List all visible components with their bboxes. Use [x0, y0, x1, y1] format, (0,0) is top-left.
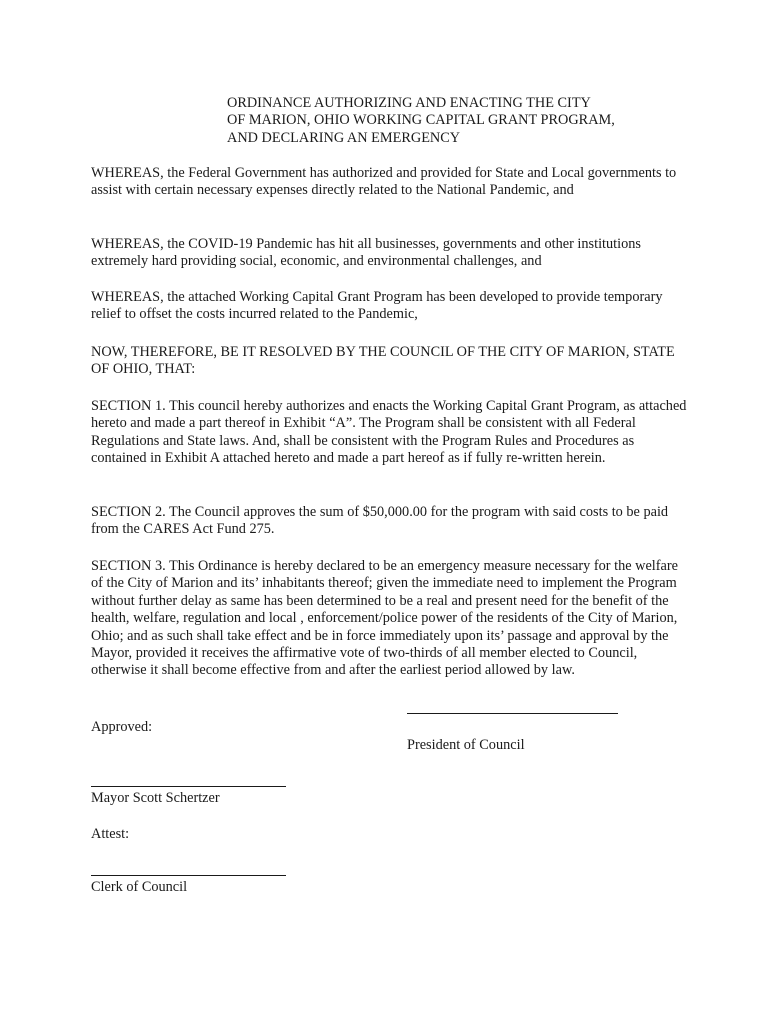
ordinance-title [227, 95, 667, 147]
title-line-2: OF MARION, OHIO WORKING CAPITAL GRANT PROGRAM, [227, 112, 615, 129]
attest-label: Attest: [91, 826, 130, 842]
whereas-paragraph-2 [91, 236, 687, 271]
whereas-paragraph-3 [91, 289, 687, 324]
resolved-text: NOW, THEREFORE, BE IT RESOLVED BY THE COUNCIL OF THE CITY OF MARION, STATE OF OHIO, THAT: [91, 344, 675, 378]
approved-label: Approved: [91, 719, 153, 735]
whereas-1-text: WHEREAS, the Federal Government has authorized and provided for State and Local governments to assist with certain necessary expenses directly related to the National Pandemic, and [91, 165, 677, 199]
section-2-paragraph [91, 504, 687, 539]
president-label: President of Council [407, 737, 525, 753]
mayor-signature-line [91, 786, 286, 787]
resolved-paragraph [91, 344, 687, 379]
whereas-paragraph-1 [91, 165, 687, 200]
president-signature-line [407, 713, 618, 714]
clerk-label: Clerk of Council [91, 879, 188, 895]
section-2-text: SECTION 2. The Council approves the sum of $50,000.00 for the program with said costs to be paid from the CARES Act Fund 275. [91, 504, 669, 538]
title-line-3: AND DECLARING AN EMERGENCY [227, 129, 461, 146]
section-3-text: SECTION 3. This Ordinance is hereby declared to be an emergency measure necessary for the welfare of the City of Marion and its’ inhabitants thereof; given the immediate need to implement the Program without further delay as same has been determined to be a real and present need for the benefit of the health, welfare, regulation and local , enforcement/police power of the residents of the City of Marion, Ohio; and as such shall take effect and be in force immediately upon its’ passage and approval by the Mayor, provided it receives the affirmative vote of two-thirds of all member elected to Council, otherwise it shall become effective from and after the earliest period allowed by law. [91, 558, 678, 679]
clerk-signature-line [91, 875, 286, 876]
section-1-paragraph [91, 398, 687, 468]
mayor-label: Mayor Scott Schertzer [91, 790, 220, 806]
section-1-text: SECTION 1. This council hereby authorizes and enacts the Working Capital Grant Program, as attached hereto and made a part thereof in Exhibit “A”. The Program shall be consistent with all Federal Regulations and State laws. And, shall be consistent with the Program Rules and Procedures as contained in Exhibit A attached hereto and made a part hereof as if fully re-written herein. [91, 398, 687, 467]
whereas-3-text: WHEREAS, the attached Working Capital Grant Program has been developed to provide temporary relief to offset the costs incurred related to the Pandemic, [91, 289, 663, 323]
title-line-1: ORDINANCE AUTHORIZING AND ENACTING THE CITY [227, 95, 591, 111]
section-3-paragraph [91, 558, 687, 680]
whereas-2-text: WHEREAS, the COVID-19 Pandemic has hit all businesses, governments and other institutions extremely hard providing social, economic, and environmental challenges, and [91, 236, 641, 270]
